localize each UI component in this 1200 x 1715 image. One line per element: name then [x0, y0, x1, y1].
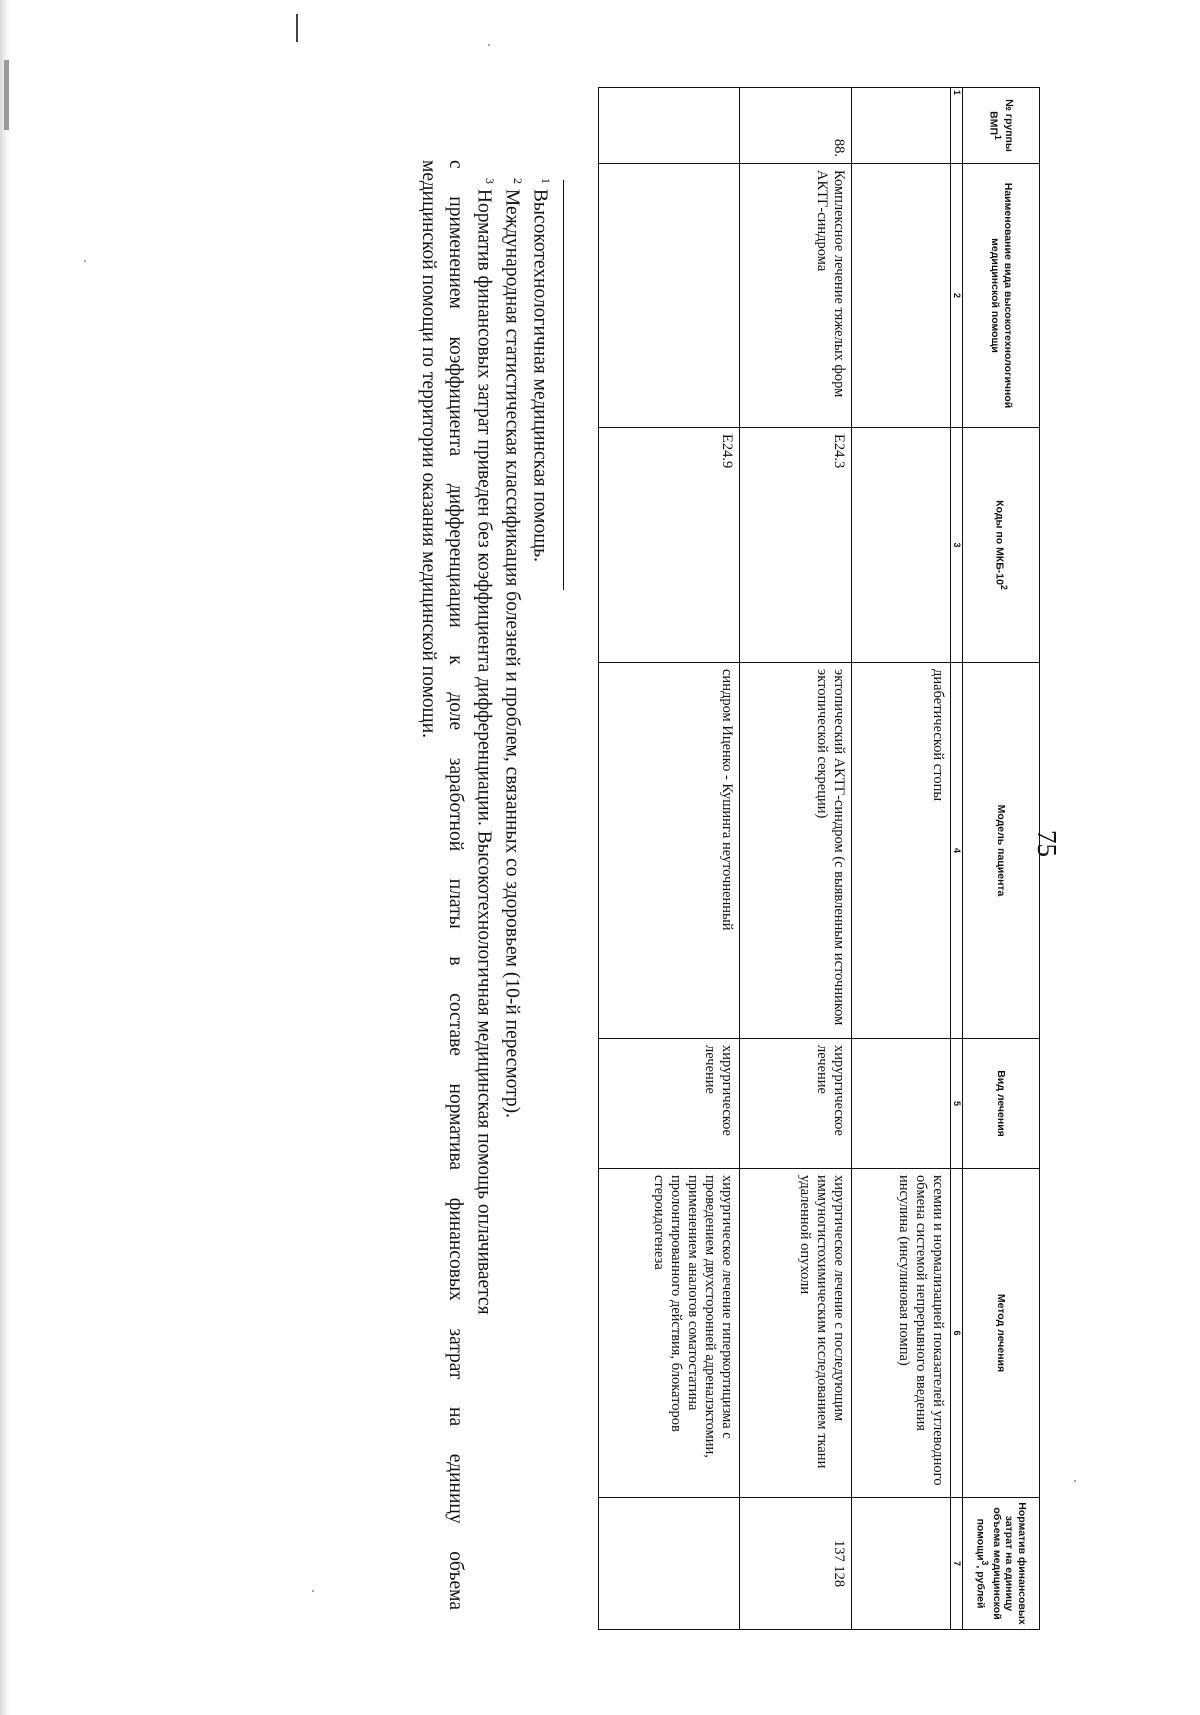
table-header-row	[963, 88, 1040, 1630]
column-number: 1	[951, 88, 963, 164]
group-number-cell	[599, 88, 740, 164]
patient-model-cell: синдром Иценко - Кушинга неуточненный	[599, 663, 740, 1039]
vmp-name-cell	[599, 164, 740, 428]
cost-norm-cell	[852, 1498, 951, 1630]
table-row	[852, 88, 951, 1630]
treatment-method-cell: хирургическое лечение с последующим иммуногистохимическим исследованием ткани удаленной опухоли	[740, 1169, 852, 1498]
header-treatment-method: Метод лечения	[963, 1169, 1040, 1498]
vmp-name-cell	[852, 164, 951, 428]
footnotes	[414, 160, 554, 1610]
table-column-numbers-row	[951, 88, 963, 1630]
header-patient-model: Модель пациента	[963, 663, 1040, 1039]
cost-norm-cell: 137 128	[740, 1498, 852, 1630]
column-number: 3	[951, 428, 963, 663]
column-number: 7	[951, 1498, 963, 1630]
footnote-separator	[563, 180, 564, 590]
footnote-1: $^1$ Высокотехнологичная медицинская помощь.	[529, 178, 553, 563]
table-row	[740, 88, 852, 1630]
footnote-3-line-3: медицинской помощи по территории оказания медицинской помощи.	[417, 160, 439, 739]
table-row	[599, 88, 740, 1630]
vmp-table	[598, 87, 1040, 1630]
header-vmp-name: Наименование вида высокотехнологичной медицинской помощи	[963, 164, 1040, 428]
column-number: 5	[951, 1039, 963, 1169]
treatment-type-cell	[852, 1039, 951, 1169]
cost-norm-cell	[599, 1498, 740, 1630]
patient-model-cell: диабетической стопы	[852, 663, 951, 1039]
icd-code-cell: E24.3	[740, 428, 852, 663]
page-number: 75	[1032, 830, 1062, 857]
icd-code-cell	[852, 428, 951, 663]
header-treatment-type: Вид лечения	[963, 1039, 1040, 1169]
column-number: 4	[951, 663, 963, 1039]
column-number: 2	[951, 164, 963, 428]
header-cost-norm: Норматив финансовых затрат на единицу объема медицинской помощи$^3$, рублей	[963, 1498, 1040, 1630]
header-group-number: № группы ВМП$^1$	[963, 88, 1040, 164]
vmp-name-cell: Комплексное лечение тяжелых форм АКТГ-синдрома	[740, 164, 852, 428]
patient-model-cell: эктопический АКТГ-синдром (с выявленным источником эктопической секреции)	[740, 663, 852, 1039]
treatment-method-cell: хирургическое лечение гиперкортицизма с проведением двухсторонней адреналэктомии, применением аналогов соматостатина пролонгированного действия, блокаторов стероидогенеза	[599, 1169, 740, 1498]
treatment-type-cell: хирургическое лечение	[740, 1039, 852, 1169]
group-number-cell: 88.	[740, 88, 852, 164]
icd-code-cell: E24.9	[599, 428, 740, 663]
footnote-2: $^2$ Международная статистическая классификация болезней и проблем, связанных со здоровьем (10-й пересмотр).	[501, 178, 525, 1119]
column-number: 6	[951, 1169, 963, 1498]
treatment-type-cell: хирургическое лечение	[599, 1039, 740, 1169]
footnote-3: $^3$ Норматив финансовых затрат приведен без коэффициента дифференциации. Высокотехнологичная медицинская помощь оплачивается	[473, 178, 497, 1315]
treatment-method-cell: ксемии и нормализацией показателей углеводного обмена системой непрерывного введения инсулина (инсулиновая помпа)	[852, 1169, 951, 1498]
group-number-cell	[852, 88, 951, 164]
header-icd-codes: Коды по МКБ-$10^2$	[963, 428, 1040, 663]
footnote-3-line-2: с применением коэффициента дифференциации к доле заработной платы в составе норматива финансовых затрат на единицу объема	[445, 160, 467, 1610]
